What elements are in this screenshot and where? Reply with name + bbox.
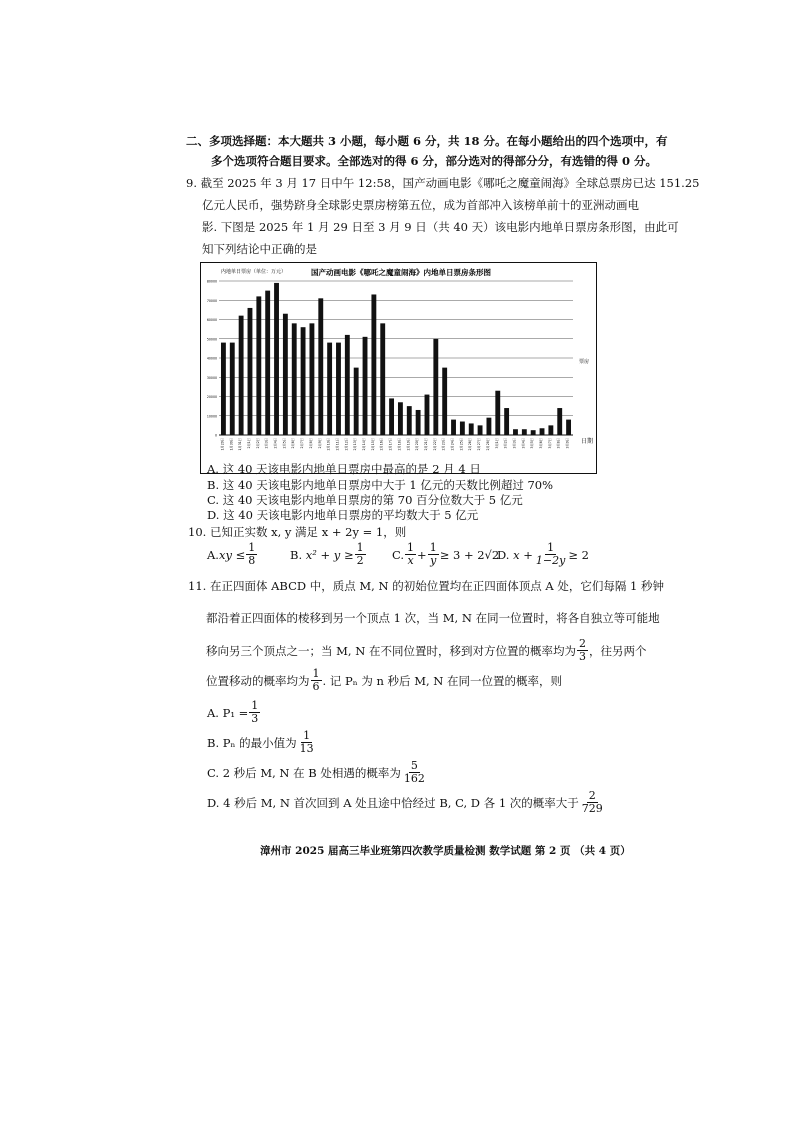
chart-xtick-label: 2月1日	[246, 438, 251, 449]
chart-xtick-label: 3月5日	[530, 438, 535, 449]
chart-ytick-label: 30000	[206, 375, 217, 380]
q11-option-b	[207, 730, 317, 755]
chart-xtick-label: 1月31日	[238, 438, 243, 451]
q10-option-c	[392, 542, 499, 567]
chart-bar	[416, 410, 421, 435]
q11-line4a: 位置移动的概率均为	[206, 673, 310, 688]
q11-line3a: 移向另三个顶点之一；当 M, N 在不同位置时，移到对方位置的概率均为	[206, 643, 576, 658]
q10-a-frac	[246, 542, 257, 567]
chart-xtick-label: 2月18日	[397, 438, 402, 451]
chart-bar	[522, 429, 527, 435]
q11-d-text: D. 4 秒后 M, N 首次回到 A 处且途中恰经过 B, C, D 各 1 次的概率大于	[207, 795, 579, 810]
chart-xtick-label: 2月19日	[406, 438, 411, 451]
chart-bar	[557, 408, 562, 435]
q10-stem: 10. 已知正实数 x, y 满足 x + 2y = 1，则	[188, 525, 407, 539]
chart-bar	[221, 343, 226, 435]
chart-xtick-label: 2月26日	[468, 438, 473, 451]
q10-c-plus: +	[417, 547, 427, 562]
chart-xtick-label: 2月12日	[344, 438, 349, 451]
q9-option-c: C. 这 40 天该电影内地单日票房的第 70 百分位数大于 5 亿元	[207, 493, 523, 507]
q11-option-d	[207, 790, 606, 815]
chart-xtick-label: 1月29日	[220, 438, 225, 451]
q9-option-a: A. 这 40 天该电影内地单日票房中最高的是 2 月 4 日	[207, 462, 481, 476]
chart-bar	[513, 429, 518, 435]
q9-stem-line1: 9. 截至 2025 年 3 月 17 日中午 12:58，国产动画电影《哪吒之魔童闹海》全球总票房已达 151.25	[186, 176, 700, 190]
chart-bar	[504, 408, 509, 435]
chart-bar	[292, 323, 297, 435]
q10-d-den: 1−2y	[535, 554, 566, 567]
chart-ytick-label: 40000	[206, 356, 217, 361]
q11-c-num: 5	[410, 759, 418, 772]
q9-stem-line4: 知下列结论中正确的是	[202, 242, 317, 256]
chart-xtick-label: 2月28日	[485, 438, 490, 451]
chart-xtick-label: 2月23日	[441, 438, 446, 451]
chart-xtick-label: 2月8日	[308, 438, 313, 449]
q11-d-frac	[580, 790, 605, 815]
q11-a-den: 3	[251, 712, 259, 725]
chart-bar	[354, 368, 359, 435]
chart-ytick-label: 50000	[206, 337, 217, 342]
chart-bar	[318, 298, 323, 435]
q10-c-frac2	[428, 542, 439, 567]
chart-bar	[230, 343, 235, 435]
q11-a-num: 1	[251, 699, 259, 712]
chart-bar	[478, 425, 483, 435]
chart-ytick-label: 0	[214, 433, 217, 438]
chart-bar	[451, 420, 456, 435]
q10-b-num: 1	[356, 541, 364, 554]
q11-stem-line3	[206, 638, 646, 663]
q10-d-num: 1	[547, 541, 555, 554]
section-header-line2: 多个选项符合题目要求。全部选对的得 6 分，部分选对的得部分分，有选错的得 0 分。	[211, 154, 658, 168]
q10-c-frac1	[405, 542, 416, 567]
q11-b-den: 13	[299, 742, 314, 755]
chart-xtick-label: 2月10日	[326, 438, 331, 451]
chart-xtick-label: 2月21日	[423, 438, 428, 451]
chart-bar	[265, 291, 270, 435]
q9-option-b: B. 这 40 天该电影内地单日票房中大于 1 亿元的天数比例超过 70%	[207, 478, 554, 492]
q11-line4-frac	[311, 668, 322, 693]
chart-bar	[531, 430, 536, 435]
q10-b-den: 2	[356, 554, 364, 567]
q10-option-b	[290, 542, 367, 567]
q11-option-a	[207, 700, 261, 725]
q10-d-tail: ≥ 2	[568, 547, 589, 562]
q10-b-expr: x² + y ≥	[305, 547, 354, 562]
chart-xtick-label: 3月9日	[565, 438, 570, 449]
chart-xtick-label: 2月27日	[477, 438, 482, 451]
chart-xticks	[219, 438, 569, 450]
q10-c-den2: y	[430, 554, 437, 567]
q11-c-frac	[402, 760, 427, 785]
q10-b-label: B.	[290, 547, 303, 562]
q10-a-expr: xy ≤	[218, 547, 246, 562]
chart-bar	[248, 308, 253, 435]
chart-xtick-label: 3月2日	[503, 438, 508, 449]
chart-xlabel: 日期	[581, 438, 594, 445]
chart-grid	[219, 281, 573, 435]
chart-xtick-label: 2月20日	[415, 438, 420, 451]
chart-xtick-label: 2月14日	[362, 438, 367, 451]
chart-bar	[540, 428, 545, 435]
section-header-line1: 二、多项选择题：本大题共 3 小题，每小题 6 分，共 18 分。在每小题给出的四个选项中，有	[186, 134, 668, 148]
chart-bar	[433, 339, 438, 435]
q10-b-frac	[355, 542, 366, 567]
chart-bar	[336, 343, 341, 435]
chart-bar	[380, 323, 385, 435]
q10-c-den1: x	[407, 554, 414, 567]
chart-xtick-label: 3月7日	[547, 438, 552, 449]
chart-xtick-label: 2月17日	[388, 438, 393, 451]
chart-ytick-label: 80000	[206, 279, 217, 284]
chart-bar	[495, 391, 500, 435]
q11-d-num: 2	[588, 789, 596, 802]
chart-bar	[407, 406, 412, 435]
chart-bars	[221, 283, 571, 435]
q10-a-label: A.	[207, 547, 219, 562]
chart-xtick-label: 2月9日	[317, 438, 322, 449]
q9-stem-line2: 亿元人民币，强势跻身全球影史票房榜第五位，成为首部冲入该榜单前十的亚洲动画电	[202, 198, 639, 212]
q10-d-frac	[534, 542, 567, 567]
chart-bar	[239, 316, 244, 435]
q10-c-label: C.	[392, 547, 405, 562]
chart-bar	[309, 323, 314, 435]
chart-bar	[256, 296, 261, 435]
chart-bar	[460, 422, 465, 435]
q11-line3-den: 3	[578, 650, 586, 663]
q11-stem-line1: 11. 在正四面体 ABCD 中，质点 M, N 的初始位置均在正四面体顶点 A 处，它们每隔 1 秒钟	[188, 579, 664, 593]
chart-xtick-label: 2月6日	[291, 438, 296, 449]
chart-ytick-label: 70000	[206, 298, 217, 303]
chart-xtick-label: 2月24日	[450, 438, 455, 451]
q10-a-num: 1	[248, 541, 256, 554]
chart-ylabel: 内地单日票房（单位：万元）	[221, 269, 287, 275]
chart-bar	[566, 420, 571, 435]
box-office-chart	[200, 262, 597, 474]
chart-bar	[486, 418, 491, 435]
q10-c-num2: 1	[429, 541, 437, 554]
chart-xtick-label: 2月2日	[255, 438, 260, 449]
q11-line4-den: 6	[312, 680, 320, 693]
chart-xtick-label: 2月4日	[273, 438, 278, 449]
chart-bar	[345, 335, 350, 435]
q9-option-d: D. 这 40 天该电影内地单日票房的平均数大于 5 亿元	[207, 508, 479, 522]
chart-xtick-label: 2月5日	[282, 438, 287, 449]
q10-option-d	[497, 542, 589, 567]
chart-bar	[301, 327, 306, 435]
chart-title: 国产动画电影《哪吒之魔童闹海》内地单日票房条形图	[311, 268, 491, 277]
chart-yticks	[207, 280, 217, 438]
chart-xtick-label: 2月25日	[459, 438, 464, 451]
q11-b-text: B. Pₙ 的最小值为	[207, 735, 297, 750]
chart-xtick-label: 2月22日	[432, 438, 437, 451]
q10-a-den: 8	[248, 554, 256, 567]
q11-c-den: 162	[403, 772, 425, 785]
chart-xtick-label: 3月1日	[494, 438, 499, 449]
q11-option-c	[207, 760, 428, 785]
q11-stem-line2: 都沿着正四面体的棱移到另一个顶点 1 次，当 M, N 在同一位置时，将各自独立等可能地	[206, 611, 660, 625]
chart-xtick-label: 1月30日	[229, 438, 234, 451]
q10-d-label: D.	[497, 547, 510, 562]
chart-xtick-label: 3月6日	[539, 438, 544, 449]
chart-xtick-label: 2月13日	[353, 438, 358, 451]
q10-option-a	[207, 542, 258, 567]
q11-line3b: ，往另两个	[588, 643, 647, 658]
chart-bar	[398, 402, 403, 435]
q10-d-expr: x +	[513, 547, 533, 562]
q11-b-num: 1	[303, 729, 311, 742]
chart-bar	[274, 283, 279, 435]
chart-xtick-label: 2月11日	[335, 438, 340, 451]
chart-ytick-label: 60000	[206, 318, 217, 322]
q10-c-num1: 1	[407, 541, 415, 554]
q11-a-frac	[249, 700, 260, 725]
chart-bar	[442, 368, 447, 435]
chart-ytick-label: 20000	[206, 395, 217, 399]
chart-xtick-label: 2月15日	[370, 438, 375, 451]
chart-bar	[363, 337, 368, 435]
chart-series-label: 票房	[579, 359, 590, 365]
chart-xtick-label: 2月3日	[264, 438, 269, 449]
q11-line4-num: 1	[312, 667, 320, 680]
q11-line4b: . 记 Pₙ 为 n 秒后 M, N 在同一位置的概率，则	[322, 673, 563, 688]
q11-stem-line4	[206, 668, 562, 693]
q11-line3-frac	[577, 638, 588, 663]
chart-bar	[548, 425, 553, 435]
q11-d-den: 729	[581, 802, 603, 815]
chart-bar	[371, 294, 376, 435]
chart-xtick-label: 3月3日	[512, 438, 517, 449]
q11-b-frac	[298, 730, 316, 755]
q10-c-tail: ≥ 3 + 2√2	[439, 547, 500, 562]
chart-xtick-label: 2月16日	[379, 438, 384, 451]
chart-xtick-label: 3月8日	[556, 438, 561, 449]
chart-ytick-label: 10000	[206, 414, 217, 419]
chart-svg	[201, 263, 596, 463]
chart-bar	[469, 423, 474, 435]
q11-c-text: C. 2 秒后 M, N 在 B 处相遇的概率为	[207, 765, 401, 780]
page-footer: 漳州市 2025 届高三毕业班第四次教学质量检测 数学试题 第 2 页 （共 4 页）	[260, 845, 631, 857]
q11-line3-num: 2	[578, 637, 586, 650]
chart-bar	[425, 395, 430, 435]
chart-xtick-label: 2月7日	[300, 438, 305, 449]
chart-bar	[327, 343, 332, 435]
chart-xtick-label: 3月4日	[521, 438, 526, 449]
q11-a-text: A. P₁ =	[207, 705, 249, 720]
chart-bar	[389, 398, 394, 435]
chart-bar	[283, 314, 288, 435]
q9-stem-line3: 影. 下图是 2025 年 1 月 29 日至 3 月 9 日（共 40 天）该电影内地单日票房条形图，由此可	[202, 220, 679, 234]
